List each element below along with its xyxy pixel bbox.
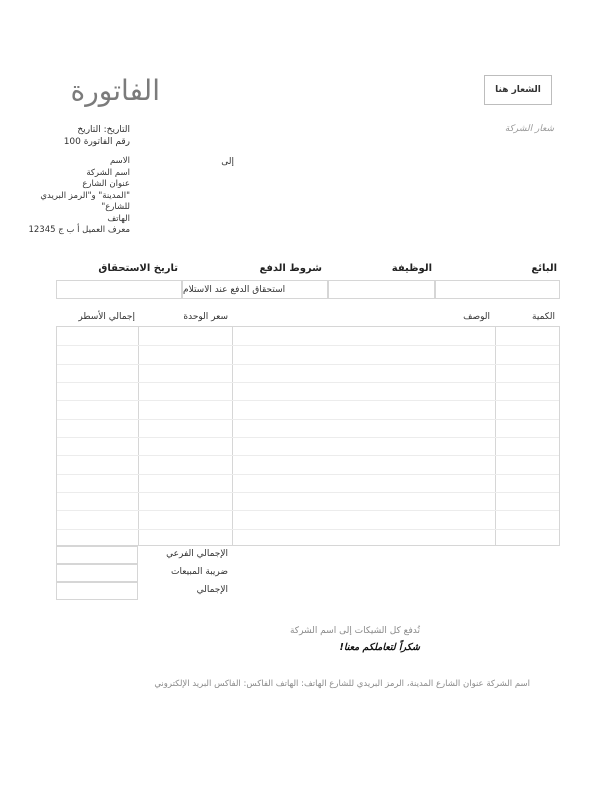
recipient-address — [20, 156, 130, 237]
header-description: الوصف — [463, 312, 490, 322]
recipient-customer-id: معرف العميل أ ب ج 12345 — [28, 225, 130, 235]
table-row-divider — [57, 510, 559, 511]
invoice-title: الفاتورة — [70, 74, 160, 107]
logo-placeholder — [484, 75, 552, 105]
company-footer: اسم الشركة عنوان الشارع المدينة، الرمز البريدي للشارع الهاتف: الهاتف الفاكس: الفاكس البريد الإلكتروني — [154, 679, 530, 689]
to-label: إلى — [221, 157, 234, 167]
table-row-divider — [57, 529, 559, 530]
table-row-divider — [57, 437, 559, 438]
logo-placeholder-label: الشعار هنا — [495, 85, 541, 95]
recipient-name: الاسم — [110, 156, 130, 166]
recipient-street: عنوان الشارع — [82, 179, 130, 189]
header-payment-terms: شروط الدفع — [259, 263, 322, 274]
invoice-number: رقم الفاتورة 100 — [63, 137, 130, 147]
payment-terms-value: استحقاق الدفع عند الاستلام — [183, 284, 286, 295]
header-job: الوظيفة — [391, 263, 432, 274]
header-unit-price: سعر الوحدة — [183, 312, 228, 322]
header-due-date: تاريخ الاستحقاق — [98, 263, 178, 274]
header-line-total: إجمالي الأسطر — [78, 312, 135, 322]
recipient-phone: الهاتف — [107, 213, 130, 224]
recipient-city-zip: "المدينة" و"الرمز البريدي للشارع" — [40, 190, 130, 212]
table-row-divider — [57, 400, 559, 401]
tax-label: ضريبة المبيعات — [171, 567, 228, 577]
header-quantity: الكمية — [532, 312, 555, 322]
payment-terms-cell — [182, 280, 328, 299]
invoice-date: التاريخ: التاريخ — [77, 125, 130, 135]
job-cell — [328, 280, 435, 299]
items-table — [56, 326, 560, 546]
table-row-divider — [57, 455, 559, 456]
table-row-divider — [57, 382, 559, 383]
salesperson-cell — [435, 280, 560, 299]
payable-note: تُدفع كل الشيكات إلى اسم الشركة — [289, 626, 420, 636]
table-row-divider — [57, 492, 559, 493]
invoice-meta — [20, 124, 130, 148]
header-salesperson: البائع — [531, 263, 557, 274]
subtotal-label: الإجمالي الفرعي — [166, 549, 228, 559]
thank-you-note: شكراً لتعاملكم معنا! — [339, 642, 420, 653]
table-row-divider — [57, 345, 559, 346]
due-date-cell — [56, 280, 182, 299]
company-slogan: شعار الشركة — [504, 124, 554, 134]
subtotal-box — [56, 546, 138, 564]
total-label: الإجمالي — [196, 585, 228, 595]
total-box — [56, 582, 138, 600]
table-row-divider — [57, 419, 559, 420]
table-row-divider — [57, 474, 559, 475]
tax-box — [56, 564, 138, 582]
recipient-company: اسم الشركة — [86, 167, 130, 178]
table-row-divider — [57, 364, 559, 365]
